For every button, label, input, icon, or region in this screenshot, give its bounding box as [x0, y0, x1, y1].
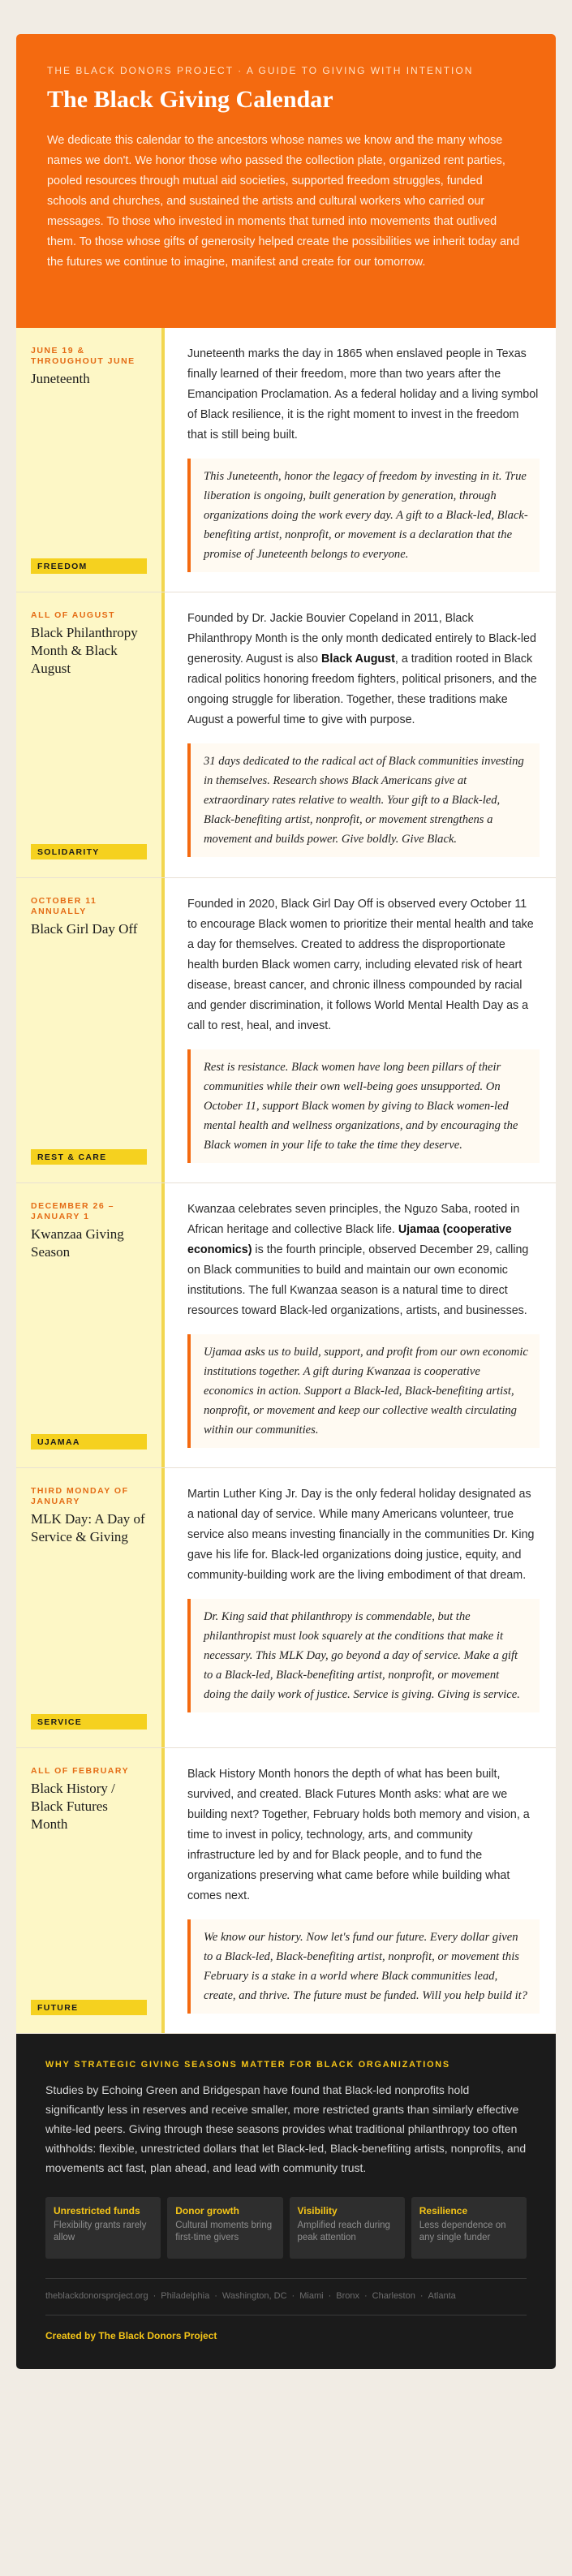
- entry-quote: Ujamaa asks us to build, support, and profit from our own economic institutions together. A gift during Kwanzaa is cooperative economics in action. Support a Black-led, Black-benefiting artist, nonprofit, or movement and keep our collective wealth circulating within our communities.: [187, 1334, 540, 1448]
- entry-quote: This Juneteenth, honor the legacy of freedom by investing in it. True liberation is ongoing, built generation by generation, through organizations doing the work every day. A gift to a Black-led, Black-benefiting artist, nonprofit, or movement is a declaration that the promise of Juneteenth belongs to everyone.: [187, 459, 540, 572]
- entry-sidebar: [16, 1748, 165, 2033]
- benefit-card: [45, 2197, 161, 2259]
- entry-name: Juneteenth: [31, 371, 90, 386]
- calendar-entry: [16, 592, 556, 878]
- entry-description: Juneteenth marks the day in 1865 when enslaved people in Texas finally learned of their freedom, more than two years after the Emancipation Proclamation. As a federal holiday and a living symbol of Black resilience, it is the right moment to invest in the freedom that is still being built.: [187, 347, 539, 442]
- entry-sidebar: [16, 1183, 165, 1467]
- city-list: Philadelphia · Washington, DC · Miami · Bronx · Charleston · Atlanta: [161, 2291, 456, 2301]
- hero-header: [16, 34, 556, 328]
- entry-quote: Dr. King said that philanthropy is commendable, but the philanthropist must look squarely at the conditions that make it necessary. This MLK Day, go beyond a day of service. Make a gift to a Black-led, Black-benefiting artist, nonprofit, or movement doing the daily work of justice. Service is giving. Giving is service.: [187, 1599, 540, 1712]
- calendar-card: [16, 34, 556, 2369]
- entry-body: [165, 592, 556, 877]
- entry-description: Founded in 2020, Black Girl Day Off is observed every October 11 to encourage Black women to prioritize their mental health and take a day for themselves. Created to address the disproportionate health burden Black women carry, including elevated risk of heart disease, breast cancer, and chronic illness compounded by racial and gender discrimination, it follows World Mental Health Day as a call to rest, heal, and invest.: [187, 898, 534, 1032]
- footer: [16, 2034, 556, 2369]
- entry-tag: FREEDOM: [31, 558, 147, 574]
- entry-body: [165, 328, 556, 592]
- benefit-desc: Amplified reach during peak attention: [297, 2221, 390, 2242]
- entry-quote: Rest is resistance. Black women have long been pillars of their communities while their own well-being goes unsupported. On October 11, support Black women by giving to Black women-led mental health and wellness organizations, and by encouraging the Black women in your life to take the time they deserve.: [187, 1049, 540, 1163]
- entry-tag: SERVICE: [31, 1714, 147, 1730]
- entry-date: JUNE 19 & THROUGHOUT JUNE: [31, 346, 135, 366]
- benefit-card: [411, 2197, 527, 2259]
- city-name: Bronx: [336, 2291, 359, 2301]
- footer-eyebrow: WHY STRATEGIC GIVING SEASONS MATTER FOR BLACK ORGANIZATIONS: [45, 2060, 450, 2070]
- benefit-desc: Cultural moments bring first-time givers: [175, 2221, 273, 2242]
- entry-name: Black Philanthropy Month & Black August: [31, 625, 138, 676]
- benefit-title: Resilience: [419, 2205, 468, 2216]
- entry-sidebar: [16, 592, 165, 877]
- entry-name: Black Girl Day Off: [31, 921, 138, 937]
- calendar-entry: [16, 1468, 556, 1748]
- entry-tag: FUTURE: [31, 2000, 147, 2015]
- entry-body: [165, 1468, 556, 1747]
- header-eyebrow: THE BLACK DONORS PROJECT · A GUIDE TO GIVING WITH INTENTION: [47, 65, 474, 76]
- entry-description: Martin Luther King Jr. Day is the only federal holiday designated as a national day of service. While many Americans volunteer, true service also means investing financially in the communities Dr. King gave his life for. Black-led organizations doing justice, equity, and community-building work are the living embodiment of that dream.: [187, 1488, 535, 1582]
- benefit-card: [290, 2197, 405, 2259]
- calendar-entry: [16, 1748, 556, 2034]
- benefit-desc: Flexibility grants rarely allow: [54, 2221, 147, 2242]
- city-name: Atlanta: [428, 2291, 456, 2301]
- dedication-text: We dedicate this calendar to the ancestors whose names we know and the many whose names we don't. We honor those who passed the collection plate, organized rent parties, pooled resources through mutual aid societies, supported freedom struggles, funded schools and churches, and sustained the artists and cultural workers who carried our messages. To those who invested in moments that turned into movements that outlived them. To those whose gifts of generosity helped create the possibilities we inherit today and the futures we continue to imagine, manifest and create for our tomorrow.: [47, 134, 520, 269]
- entry-tag: UJAMAA: [31, 1434, 147, 1450]
- entry-quote: 31 days dedicated to the radical act of Black communities investing in themselves. Research shows Black Americans give at extraordinary rates relative to wealth. Your gift to a Black-led, Black-benefiting artist, nonprofit, or movement strengthens a movement and builds power. Give boldly. Give Black.: [187, 743, 540, 857]
- benefits-grid: [45, 2197, 527, 2259]
- benefit-title: Visibility: [297, 2205, 338, 2216]
- entry-name: Kwanzaa Giving Season: [31, 1226, 124, 1260]
- page-title: The Black Giving Calendar: [47, 86, 333, 113]
- entry-body: [165, 1748, 556, 2033]
- benefit-desc: Less dependence on any single funder: [419, 2221, 506, 2242]
- benefit-card: [167, 2197, 282, 2259]
- entry-date: OCTOBER 11 ANNUALLY: [31, 896, 97, 916]
- entry-date: THIRD MONDAY OF JANUARY: [31, 1486, 129, 1506]
- entry-tag: SOLIDARITY: [31, 844, 147, 859]
- entry-description: Kwanzaa celebrates seven principles, the Nguzo Saba, rooted in African heritage and collective Black life. Ujamaa (cooperative economics) is the fourth principle, observed December 29, calling on Black communities to build and maintain our own economic institutions. The full Kwanzaa season is a natural time to direct resources toward Black-led organizations, artists, and businesses.: [187, 1203, 529, 1317]
- benefit-title: Donor growth: [175, 2205, 239, 2216]
- calendar-entry: [16, 328, 556, 592]
- entry-sidebar: [16, 328, 165, 592]
- entry-body: [165, 878, 556, 1182]
- entry-date: ALL OF AUGUST: [31, 610, 116, 620]
- entry-sidebar: [16, 878, 165, 1182]
- website-link[interactable]: theblackdonorsproject.org: [45, 2291, 148, 2301]
- entry-name: MLK Day: A Day of Service & Giving: [31, 1511, 145, 1544]
- entry-description: Black History Month honors the depth of what has been built, survived, and created. Black Futures Month asks: what are we building next? Together, February holds both memory and vision, a time to invest in policy, technology, arts, and community infrastructure led by and for Black people, and to fund the organizations preserving what came before while building what comes next.: [187, 1768, 530, 1902]
- entry-sidebar: [16, 1468, 165, 1747]
- entry-body: [165, 1183, 556, 1467]
- calendar-entry: [16, 1183, 556, 1468]
- entry-description: Founded by Dr. Jackie Bouvier Copeland in 2011, Black Philanthropy Month is the only month dedicated entirely to Black-led generosity. August is also Black August, a tradition rooted in Black radical politics honoring freedom fighters, political prisoners, and the ongoing struggle for liberation. Together, these traditions make August a powerful time to give with purpose.: [187, 612, 537, 726]
- entry-tag: REST & CARE: [31, 1149, 147, 1165]
- entry-date: DECEMBER 26 – JANUARY 1: [31, 1201, 114, 1221]
- footer-links: theblackdonorsproject.org · Philadelphia · Washington, DC · Miami · Bronx · Charleston · Atlanta: [45, 2278, 527, 2302]
- footer-text: Studies by Echoing Green and Bridgespan have found that Black-led nonprofits hold significantly less in reserves and receive smaller, more restricted grants than similarly effective white-led peers. Giving through these seasons provides what traditional philanthropy too often withholds: flexible, unrestricted dollars that let Black-led, Black-benefiting artists, nonprofits, and movements act fast, plan ahead, and lead with community trust.: [45, 2083, 527, 2174]
- entry-date: ALL OF FEBRUARY: [31, 1766, 130, 1776]
- entry-quote: We know our history. Now let's fund our future. Every dollar given to a Black-led, Black-benefiting artist, nonprofit, or movement this February is a stake in a world where Black communities lead, create, and thrive. The future must be funded. Will you help build it?: [187, 1919, 540, 2014]
- footer-credit: Created by The Black Donors Project: [45, 2315, 527, 2341]
- entry-name: Black History / Black Futures Month: [31, 1781, 115, 1832]
- city-name: Philadelphia: [161, 2291, 210, 2301]
- calendar-entry: [16, 878, 556, 1183]
- city-name: Charleston: [372, 2291, 415, 2301]
- city-name: Washington, DC: [221, 2291, 287, 2301]
- calendar-entries: [16, 328, 556, 2034]
- city-name: Miami: [299, 2291, 324, 2301]
- benefit-title: Unrestricted funds: [54, 2205, 140, 2216]
